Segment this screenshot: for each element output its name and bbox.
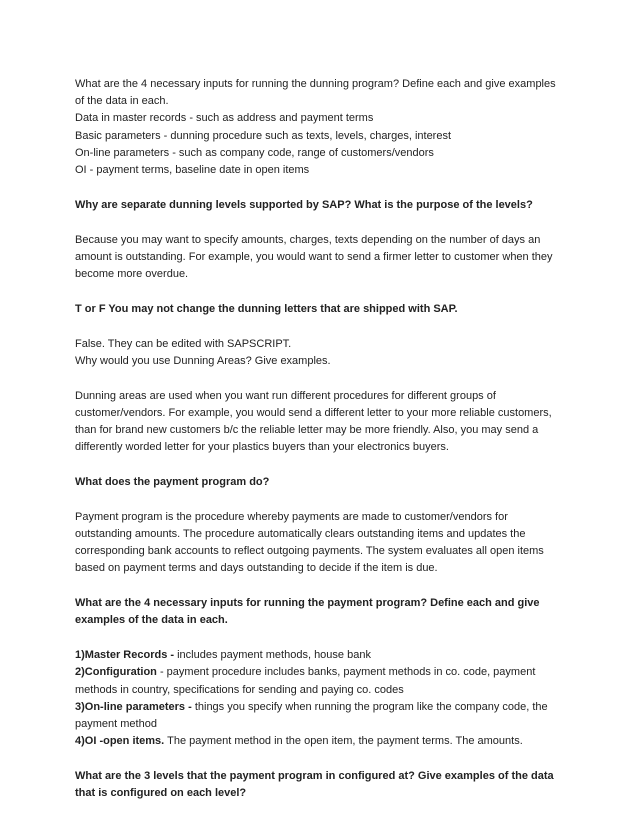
heading-line: What are the 4 necessary inputs for running the payment program? Define each and give xyxy=(75,597,540,610)
heading-line: What are the 3 levels that the payment program in configured at? Give examples of the data xyxy=(75,770,554,783)
list-item-continuation: methods in country, specifications for sending and paying co. codes xyxy=(75,683,404,696)
list-item-text: things you specify when running the program like the company code, the xyxy=(191,700,548,713)
paragraph-line: based on payment terms and days outstanding to decide if the item is due. xyxy=(75,562,438,575)
paragraph-line: On-line parameters - such as company code, range of customers/vendors xyxy=(75,146,434,159)
list-item-label: 2)Configuration xyxy=(75,666,157,679)
paragraph-line: differently worded letter for your plastics buyers than your electronics buyers. xyxy=(75,441,449,454)
payment-inputs-list xyxy=(75,647,565,750)
list-item-text: - payment procedure includes banks, payment methods in co. code, payment xyxy=(156,666,536,679)
paragraph-line: OI - payment terms, baseline date in open items xyxy=(75,164,310,177)
answer-paragraph xyxy=(75,232,565,284)
paragraph-line: than for brand new customers b/c the reliable letter may be more friendly. Also, you may send a xyxy=(75,424,539,437)
question-heading: Why are separate dunning levels supported by SAP? What is the purpose of the levels? xyxy=(75,198,533,211)
paragraph-line: become more overdue. xyxy=(75,268,189,281)
paragraph-line: customer/vendors. For example, you would send a different letter to your more reliable customers, xyxy=(75,406,552,419)
question-heading: T or F You may not change the dunning letters that are shipped with SAP. xyxy=(75,302,458,315)
list-item-label: 1)Master Records - xyxy=(75,649,175,662)
paragraph-line: Why would you use Dunning Areas? Give examples. xyxy=(75,354,331,367)
list-item xyxy=(75,699,565,716)
list-item-text: includes payment methods, house bank xyxy=(174,649,371,662)
paragraph-line: What are the 4 necessary inputs for running the dunning program? Define each and give examples xyxy=(75,78,556,90)
paragraph-line: False. They can be edited with SAPSCRIPT. xyxy=(75,337,292,350)
paragraph-line: Because you may want to specify amounts, charges, texts depending on the number of days an xyxy=(75,233,541,246)
list-item xyxy=(75,664,565,681)
dunning-inputs-block xyxy=(75,76,565,179)
list-item xyxy=(75,733,565,750)
paragraph-line: Payment program is the procedure whereby payments are made to customer/vendors for xyxy=(75,510,508,523)
list-item-label: 3)On-line parameters - xyxy=(75,700,192,713)
question-heading: What does the payment program do? xyxy=(75,476,270,489)
paragraph-line: of the data in each. xyxy=(75,95,169,108)
question-heading xyxy=(75,595,565,629)
paragraph-line: corresponding bank accounts to reflect outgoing payments. The system evaluates all open items xyxy=(75,545,544,558)
list-item xyxy=(75,647,565,664)
paragraph-line: Basic parameters - dunning procedure such as texts, levels, charges, interest xyxy=(75,129,452,142)
paragraph-line: outstanding amounts. The procedure automatically clears outstanding items and updates the xyxy=(75,528,526,541)
heading-line: that is configured on each level? xyxy=(75,787,247,800)
paragraph-line: Data in master records - such as address and payment terms xyxy=(75,112,374,125)
paragraph-line: Dunning areas are used when you want run different procedures for different groups of xyxy=(75,389,496,402)
list-item-label: 4)OI -open items. xyxy=(75,735,165,748)
document-page xyxy=(75,76,565,802)
heading-line: examples of the data in each. xyxy=(75,614,228,627)
answer-paragraph xyxy=(75,336,565,370)
list-item-text: The payment method in the open item, the payment terms. The amounts. xyxy=(164,735,523,748)
answer-paragraph xyxy=(75,388,565,457)
question-heading xyxy=(75,768,565,802)
list-item-continuation: payment method xyxy=(75,718,157,731)
answer-paragraph xyxy=(75,509,565,578)
paragraph-line: amount is outstanding. For example, you would want to send a firmer letter to customer when they xyxy=(75,250,553,263)
